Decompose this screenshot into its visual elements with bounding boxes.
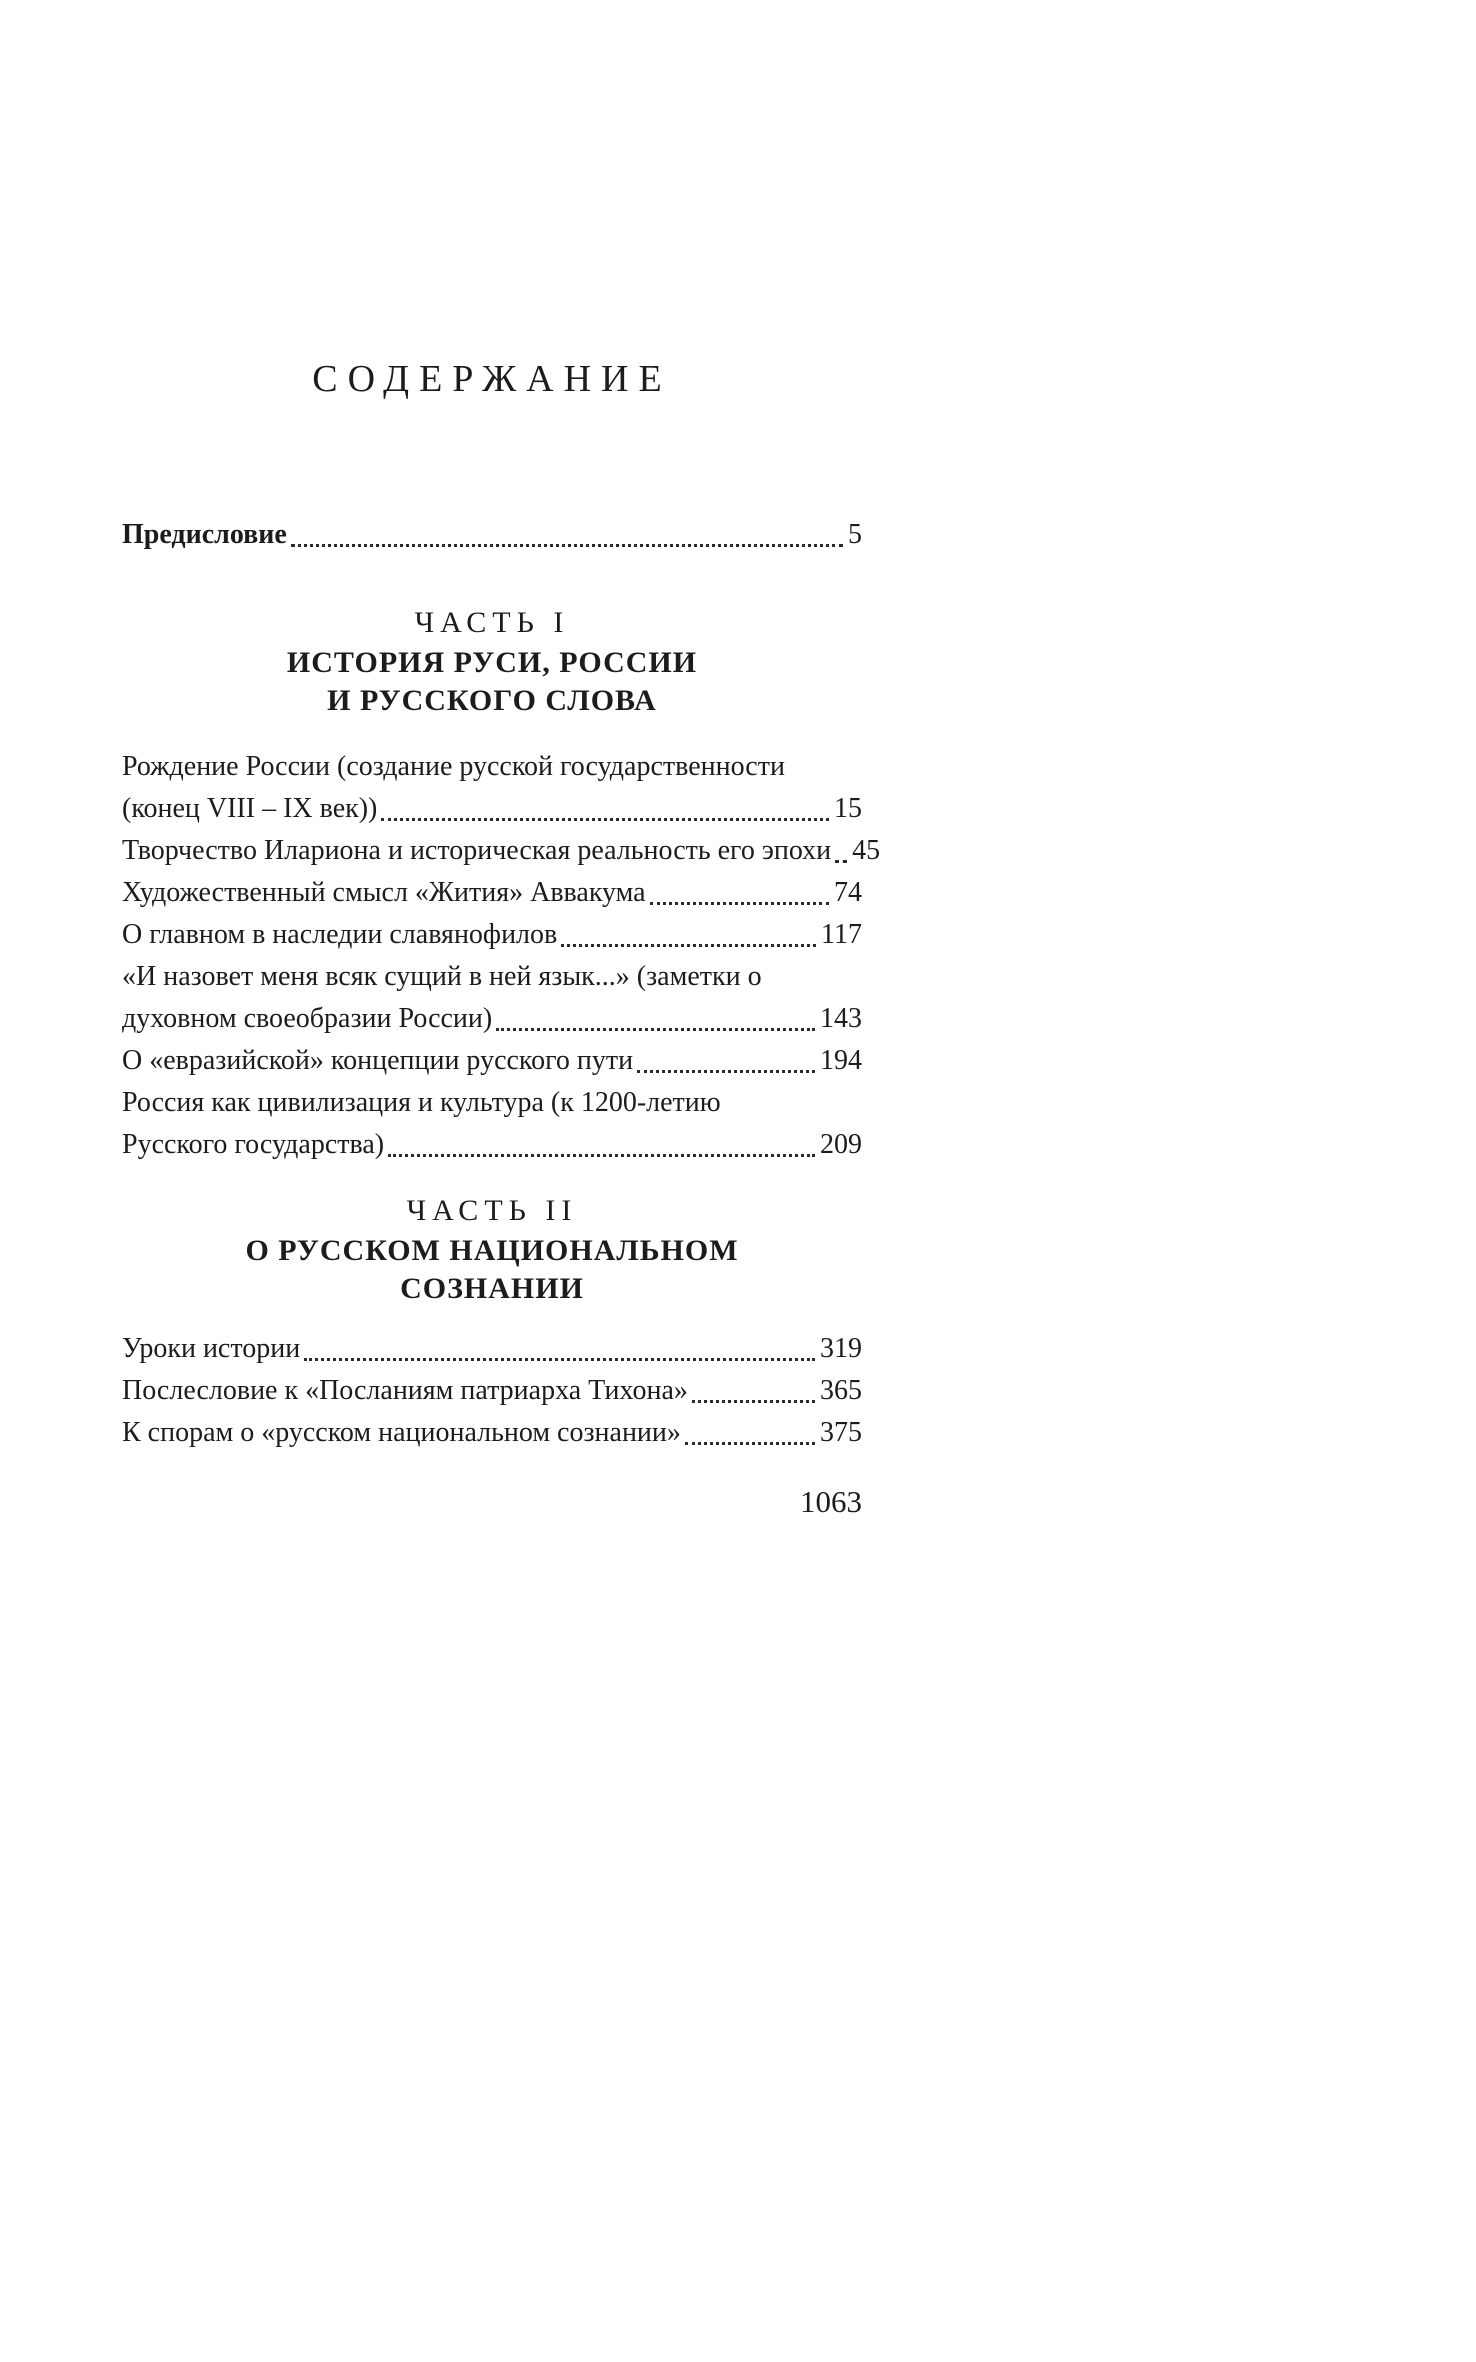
leader-dots — [304, 1358, 815, 1361]
part-label: ЧАСТЬ I — [414, 606, 570, 639]
toc-entry-line: духовном своеобразии России) — [122, 1003, 493, 1034]
toc-entry-line: К спорам о «русском национальном сознании» — [122, 1417, 681, 1448]
toc-entry-line: (конец VIII – IX век)) — [122, 793, 378, 824]
section-heading-part1 — [122, 602, 862, 720]
toc-entries-part1 — [122, 746, 881, 1166]
leader-dots — [381, 818, 829, 821]
folio-page-number: 1063 — [800, 1484, 862, 1519]
part-title-line: О РУССКОМ НАЦИОНАЛЬНОМ — [245, 1234, 739, 1267]
page-ref: 143 — [820, 1003, 862, 1034]
page-ref: 45 — [852, 835, 881, 866]
toc-entry-line: Послесловие к «Посланиям патриарха Тихона» — [122, 1375, 688, 1406]
page-ref: 5 — [848, 519, 862, 550]
toc-entry — [122, 1370, 862, 1412]
part-label: ЧАСТЬ II — [406, 1194, 578, 1227]
part-title-line: СОЗНАНИИ — [400, 1272, 584, 1305]
page-ref: 194 — [820, 1045, 862, 1076]
leader-dots — [496, 1028, 815, 1031]
page-ref: 15 — [834, 793, 862, 824]
page-ref: 117 — [821, 919, 862, 950]
toc-entry — [122, 1040, 862, 1082]
toc-entry-line: О главном в наследии славянофилов — [122, 919, 558, 950]
toc-entry — [122, 914, 862, 956]
part-title-line: И РУССКОГО СЛОВА — [327, 684, 657, 717]
toc-entry — [122, 872, 862, 914]
toc-entry-line: Рождение России (создание русской государственности — [122, 751, 785, 782]
toc-entry-line: О «евразийской» концепции русского пути — [122, 1045, 634, 1076]
page-ref: 365 — [820, 1375, 862, 1406]
leader-dots — [835, 860, 847, 863]
toc-entry-line: «И назовет меня всяк сущий в ней язык...» (заметки о — [122, 961, 762, 992]
page-ref: 209 — [820, 1129, 862, 1160]
toc-entry — [122, 1328, 862, 1370]
leader-dots — [650, 902, 829, 905]
section-heading-part2 — [122, 1190, 862, 1308]
leader-dots — [685, 1442, 815, 1445]
part-title-line: ИСТОРИЯ РУСИ, РОССИИ — [286, 646, 698, 679]
leader-dots — [637, 1070, 815, 1073]
toc-entries-part2 — [122, 1328, 862, 1454]
toc-page — [122, 0, 881, 1522]
preface-entry — [122, 514, 862, 556]
page-ref: 319 — [820, 1333, 862, 1364]
preface-label: Предисловие — [122, 519, 287, 550]
toc-entry-line: Художественный смысл «Жития» Аввакума — [122, 877, 646, 908]
toc-entry-line: Творчество Илариона и историческая реальность его эпохи — [122, 835, 832, 866]
leader-dots — [291, 544, 843, 547]
toc-entry-line: Уроки истории — [122, 1333, 301, 1364]
toc-entry — [122, 746, 862, 830]
toc-entry-line: Русского государства) — [122, 1129, 385, 1160]
leader-dots — [561, 944, 816, 947]
toc-entry — [122, 956, 862, 1040]
page-ref: 74 — [834, 877, 862, 908]
toc-entry — [122, 1082, 862, 1166]
toc-entry — [122, 830, 881, 872]
leader-dots — [692, 1400, 815, 1403]
page-title: СОДЕРЖАНИЕ — [312, 358, 672, 400]
toc-entry — [122, 1412, 862, 1454]
leader-dots — [388, 1154, 815, 1157]
toc-entry-line: Россия как цивилизация и культура (к 1200-летию — [122, 1087, 721, 1118]
page-ref: 375 — [820, 1417, 862, 1448]
